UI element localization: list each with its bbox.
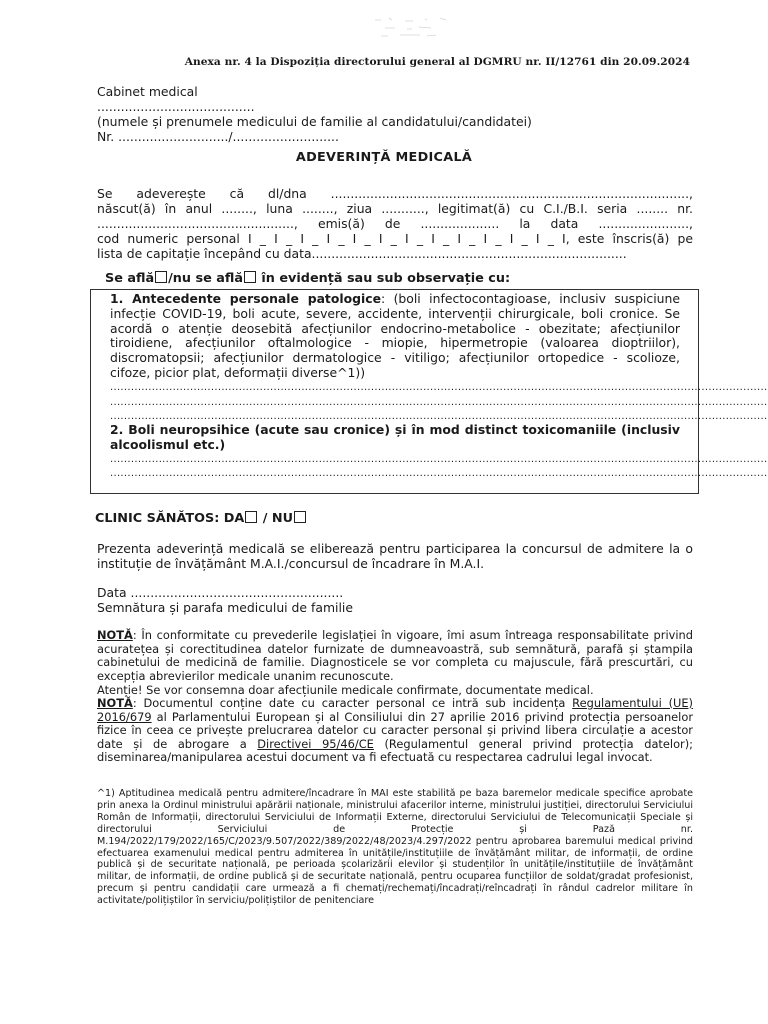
cert-line-5: lista de capitație începând cu data................................................................................ xyxy=(97,246,627,261)
evidence-pre: Se află xyxy=(105,271,155,286)
section-1-fill-line-2[interactable]: ............................................................................................................................................................................................. xyxy=(110,396,768,408)
section-1-fill-line-1[interactable]: ............................................................................................................................................................................................. xyxy=(110,381,768,393)
section-2 xyxy=(110,422,768,482)
evidence-mid: /nu se află xyxy=(168,271,243,286)
annex-reference: Anexa nr. 4 la Dispoziția directorului general al DGMRU nr. II/12761 din 20.09.2024 xyxy=(184,56,690,68)
section-2-fill-line-1[interactable]: ............................................................................................................................................................................................. xyxy=(110,453,768,465)
certification-block xyxy=(97,186,693,261)
healthy-no-checkbox[interactable] xyxy=(294,511,306,523)
note-2-text-c: (Regulamentul general privind protecția datelor); diseminarea/manipularea acestui document va fi efectuată cu respectarea cadrului legal invocat. xyxy=(97,736,694,765)
cert-line-3: .................................................., emis(ă) de .................... la data ......................., xyxy=(97,216,693,231)
cert-line-1: Se adeverește că dl/dna ..........................................................................................., xyxy=(97,186,693,201)
clinic-separator: / NU xyxy=(258,511,293,526)
section-1-heading: 1. Antecedente personale patologice xyxy=(110,291,381,306)
section-1-description: : (boli infectocontagioase, inclusiv suspiciune infecție COVID-19, boli acute, severe, accidente, intervenții chirurgicale, boli cronice. Se acordă o atenție deosebită afecțiunilor endocrino-metabolice - obezitate; afecțiunilor tiroidiene, afecțiunilor oftalmologice - miopie, hipermetropie (valoarea dioptriilor), discromatopsii; afecțiunilor dermatologice - vitiligo; afecțiunilor ortopedice - scolioze, cifoze, picior plat, deformații diverse^1)) xyxy=(110,291,680,380)
section-1 xyxy=(110,291,768,425)
document-title: ADEVERINȚĂ MEDICALĂ xyxy=(295,150,473,165)
signature-block xyxy=(97,585,693,615)
healthy-yes-checkbox[interactable] xyxy=(245,511,257,523)
cabinet-dots: ........................................ xyxy=(97,99,255,114)
section-2-heading: 2. Boli neuropsihice (acute sau cronice) și în mod distinct toxicomaniile (inclusiv alcoolismul etc.) xyxy=(110,422,680,452)
note-2-text-a: : Documentul conține date cu caracter personal ce intră sub incidența xyxy=(132,696,573,710)
cert-line-2: născut(ă) în anul ........, luna ........, ziua ..........., legitimat(ă) cu C.I./B.I. seria ........ nr. xyxy=(97,201,693,216)
evidence-post: în evidență sau sub observație cu: xyxy=(256,271,511,286)
regulation-link[interactable]: Regulamentului (UE) 2016/679 xyxy=(97,696,693,724)
note-1-text: : În conformitate cu prevederile legislației în vigoare, îmi asum întreaga responsabilitate privind acuratețea și corectitudinea datelor furnizate de dumneavoastră, sub semnătură, parafă și ștampila cabinetului de medicină de familie. Diagnosticele se vor completa cu majuscule, fără prescurtări, cu excepția abrevierilor medicale unanim recunoscute. xyxy=(97,628,693,683)
purpose-statement: Prezenta adeverință medicală se eliberează pentru participarea la concursul de admitere la o instituție de învățământ M.A.I./concursul de încadrare în M.A.I. xyxy=(97,541,693,571)
attention-notice: Atenție! Se vor consemna doar afecțiunile medicale confirmate, documentate medical. xyxy=(97,683,594,697)
note-2-label: NOTĂ xyxy=(97,696,133,710)
cert-line-4: cod numeric personal I _ I _ I _ I _ I _ I _ I _ I _ I _ I _ I _ I _ I, este înscris(ă) pe xyxy=(97,231,693,246)
medical-history-frame xyxy=(90,289,768,494)
not-in-evidence-checkbox[interactable] xyxy=(244,271,256,283)
section-1-text xyxy=(110,292,680,381)
date-line[interactable]: Data ...................................................... xyxy=(97,585,344,600)
signature-line: Semnătura și parafa medicului de familie xyxy=(97,600,353,615)
clinically-healthy xyxy=(95,511,307,526)
note-responsibility xyxy=(97,629,693,683)
registration-number: Nr. ............................/........................... xyxy=(97,129,339,144)
section-1-fill-line-3[interactable]: ............................................................................................................................................................................................. xyxy=(110,411,768,423)
directive-link[interactable]: Directivei 95/46/CE xyxy=(257,736,374,751)
doctor-name-hint: (numele și prenumele medicului de familie al candidatului/candidatei) xyxy=(97,114,532,129)
note-2-text-b: al Parlamentului European și al Consiliului din 27 aprilie 2016 privind protecția persoanelor fizice în ceea ce privește prelucrarea datelor cu caracter personal și privind libera circulație a acestor date și de abrogare a xyxy=(97,709,693,751)
is-in-evidence-checkbox[interactable] xyxy=(155,271,167,283)
clinic-label: CLINIC SĂNĂTOS: DA xyxy=(95,511,245,526)
scan-stamp-residue xyxy=(355,14,470,42)
section-2-fill-line-2[interactable]: ............................................................................................................................................................................................. xyxy=(110,468,768,480)
footnote: ^1) Aptitudinea medicală pentru admitere/încadrare în MAI este stabilită pe baza baremelor medicale specifice aprobate prin anexa la Ordinul ministrului apărării naționale, ministrului afacerilor interne, ministrului justiției, directorului Serviciului Român de Informații, directorului Serviciului de Informații Externe, directorului Serviciului de Telecomunicații Speciale și directorului Serviciului de Protecție și Pază nr. M.194/2022/179/2022/165/C/2023/9.507/2022/389/2022/48/2023/4.297/2022 pentru aprobarea baremului medical privind efectuarea examenului medical pentru admiterea în unitățile/instituțiile de învățământ militar, de informații, de ordine publică și de securitate națională, pe perioada școlarizării elevilor și studenților în unitățile/instituțiile de învățământ militar, de informații, de ordine publică și de securitate națională, pentru ocuparea funcțiilor de soldat/gradat profesionist, precum și pentru candidații care urmează a fi chemați/rechemați/încadrați/reîncadrați în rândul cadrelor militare în activitate/polițiștilor în serviciu/polițiștilor de penitenciare xyxy=(97,788,693,907)
note-1-label: NOTĂ xyxy=(97,628,133,642)
cabinet-label: Cabinet medical xyxy=(97,84,198,99)
cabinet-block xyxy=(97,84,693,144)
note-data-protection xyxy=(97,697,693,765)
evidence-question xyxy=(105,271,510,286)
